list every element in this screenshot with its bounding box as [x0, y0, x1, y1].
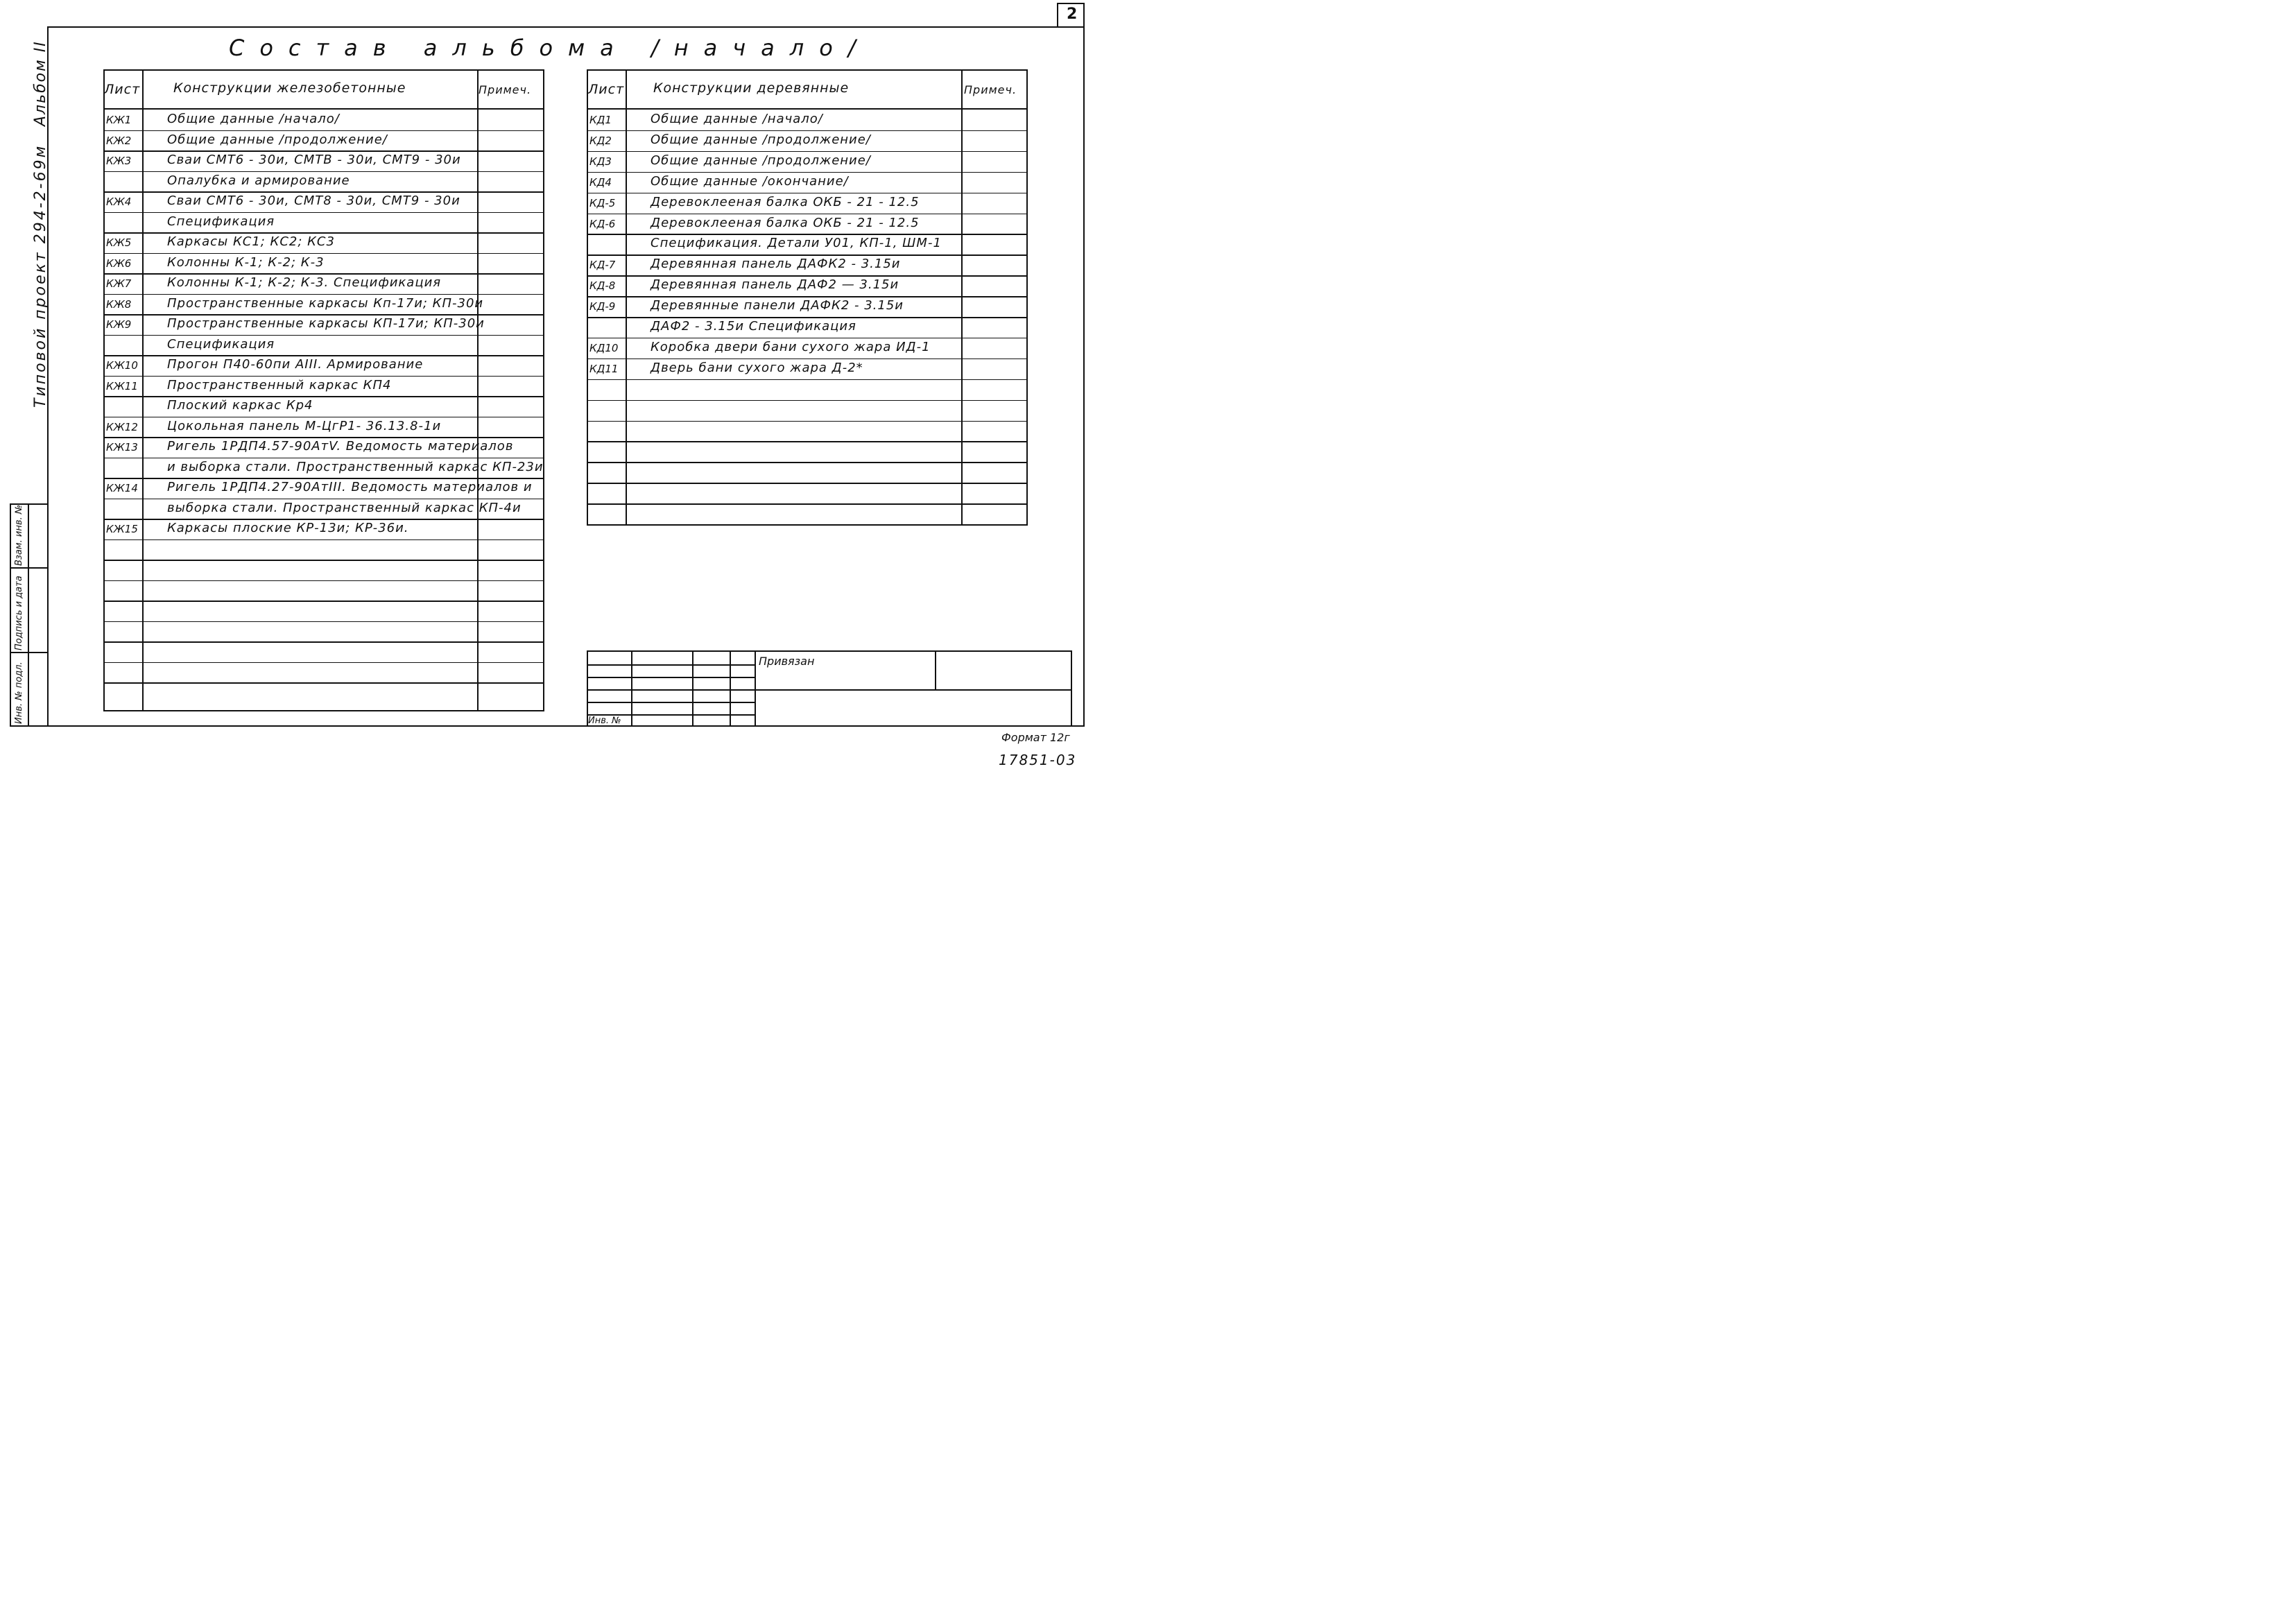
frame-left-strip-mid: [28, 503, 29, 727]
stamp-vzam: Взам. инв. №: [14, 504, 24, 566]
stamp-row-3: [587, 689, 1072, 691]
right-table-row-code: КД2: [589, 134, 612, 147]
right-table-row-line: [587, 462, 1028, 463]
right-table-row-line: [587, 234, 1028, 235]
right-table-row-line: [587, 338, 1028, 339]
left-table-row-line: [103, 682, 544, 684]
page-title: Состав альбома /начало/: [229, 35, 871, 61]
left-table-row-text: и выборка стали. Пространственный каркас КП-23и: [167, 459, 544, 474]
right-table-row-line: [587, 359, 1028, 360]
right-table-row-line: [587, 421, 1028, 422]
sheet-number: 2: [1067, 6, 1078, 23]
left-table-row-code: КЖ15: [106, 523, 138, 535]
left-table-row-code: КЖ2: [106, 134, 132, 147]
stamp-row-2: [587, 677, 755, 678]
stamp-privyazan: Привязан: [759, 655, 815, 668]
left-table-row-text: Сваи СМТ6 - 30и, СМТВ - 30и, СМТ9 - 30и: [167, 153, 461, 167]
right-table-row-text: Деревянная панель ДАФК2 - 3.15и: [651, 257, 901, 272]
left-table-row-line: [103, 273, 544, 275]
left-table-row-line: [103, 539, 544, 541]
left-table-col1: [142, 69, 144, 711]
frame-left-strip-line: [10, 503, 11, 727]
stamp-col-e: [935, 650, 936, 691]
left-table-row-line: [103, 355, 544, 356]
left-table-row-line: [103, 335, 544, 336]
right-table-row-line: [587, 379, 1028, 381]
left-table-row-text: Пространственные каркасы КП-17и; КП-30и: [167, 316, 485, 331]
left-table-row-line: [103, 662, 544, 664]
left-header-name: Конструкции железобетонные: [173, 80, 406, 96]
left-table-row-text: Каркасы КС1; КС2; КС3: [167, 234, 335, 249]
left-table-row-line: [103, 458, 544, 459]
right-table-row-line: [587, 275, 1028, 277]
right-table-row-line: [587, 172, 1028, 173]
left-table-row-code: КЖ3: [106, 155, 132, 167]
left-table-row-code: КЖ13: [106, 441, 138, 453]
left-table-row-code: КЖ10: [106, 359, 138, 372]
left-table-row-code: КЖ4: [106, 196, 132, 208]
right-table-row-code: КД-9: [589, 300, 616, 313]
right-header-name: Конструкции деревянные: [653, 80, 850, 96]
left-table-row-code: КЖ12: [106, 420, 138, 433]
left-table-col2: [477, 69, 479, 711]
left-table-row-line: [103, 171, 544, 173]
right-table-row-text: Общие данные /окончание/: [651, 173, 849, 189]
right-table-row-text: Дверь бани сухого жара Д-2*: [651, 360, 863, 375]
frame-left-strip-bottom: [10, 725, 49, 727]
left-header-note: Примеч.: [479, 83, 532, 96]
left-table-row-line: [103, 253, 544, 254]
right-table-row-line: [587, 483, 1028, 484]
format-label: Формат 12г: [1001, 731, 1070, 744]
left-table-row-code: КЖ14: [106, 482, 138, 494]
right-table-row-code: КД4: [589, 175, 612, 189]
side-album-text: Альбом II: [32, 40, 49, 126]
left-table-row-text: Ригель 1РДП4.27-90АтIII. Ведомость материалов и: [167, 480, 533, 494]
frame-left-strip-div1: [10, 567, 49, 569]
left-table-row-code: КЖ1: [106, 114, 132, 126]
left-table-row-line: [103, 376, 544, 377]
left-table-row-line: [103, 478, 544, 479]
right-table-row-text: Общие данные /продолжение/: [651, 153, 871, 168]
left-table-row-line: [103, 294, 544, 295]
left-table-row-text: Сваи СМТ6 - 30и, СМТ8 - 30и, СМТ9 - 30и: [167, 193, 460, 208]
left-table-row-line: [103, 437, 544, 438]
left-table-row-code: КЖ8: [106, 297, 132, 311]
left-table-row-code: КЖ11: [106, 379, 138, 392]
left-table-row-code: КЖ5: [106, 236, 132, 249]
right-table-row-code: КД10: [589, 341, 619, 354]
right-table-row-line: [587, 400, 1028, 401]
left-table-row-line: [103, 191, 544, 193]
right-table-row-code: КД1: [589, 114, 612, 126]
stamp-podpis: Подпись и дата: [14, 576, 24, 650]
left-table-row-text: Пространственный каркас КП4: [167, 377, 392, 392]
right-table-row-code: КД-5: [589, 196, 616, 209]
left-table-row-line: [103, 560, 544, 561]
right-table-row-text: Коробка двери бани сухого жара ИД-1: [651, 339, 931, 354]
right-table-row-text: Спецификация. Детали У01, КП-1, ШМ-1: [651, 236, 942, 251]
left-table-header-line: [103, 108, 544, 110]
right-table-row-line: [587, 254, 1028, 256]
left-table-row-line: [103, 232, 544, 234]
right-table-row-line: [587, 193, 1028, 194]
left-table-row-line: [103, 641, 544, 643]
left-table-row-text: Пространственные каркасы Кп-17и; КП-30и: [167, 295, 484, 311]
right-header-note: Примеч.: [964, 83, 1017, 96]
left-table-row-line: [103, 150, 544, 152]
right-table-row-line: [587, 524, 1028, 526]
side-project-text: Типовой проект 294-2-69м: [32, 144, 49, 408]
right-table-row-line: [587, 130, 1028, 132]
right-table-row-text: Общие данные /начало/: [651, 112, 823, 126]
right-table-row-code: КД-6: [589, 217, 616, 230]
right-table-row-code: КД-8: [589, 279, 616, 293]
left-table-row-text: Колонны К-1; К-2; К-3: [167, 254, 325, 270]
left-table-row-line: [103, 130, 544, 132]
left-table-row-line: [103, 396, 544, 397]
left-table-row-text: Колонны К-1; К-2; К-3. Спецификация: [167, 275, 442, 290]
stamp-row-1: [587, 664, 755, 666]
left-table-row-line: [103, 212, 544, 214]
left-table-row-text: Ригель 1РДП4.57-90АтV. Ведомость материалов: [167, 439, 514, 453]
left-header-sheet: Лист: [104, 82, 141, 97]
left-table-row-line: [103, 580, 544, 582]
left-table-row-line: [103, 621, 544, 623]
left-table-row-line: [103, 417, 544, 418]
right-table-row-code: КД3: [589, 155, 612, 168]
right-table-row-line: [587, 296, 1028, 297]
left-table-row-text: выборка стали. Пространственный каркас КП-4и: [167, 500, 522, 515]
right-header-sheet: Лист: [588, 82, 625, 97]
stamp-col-d: [755, 650, 756, 727]
right-table-header-line: [587, 108, 1028, 110]
stamp-row-4: [587, 702, 755, 703]
left-table-row-text: Спецификация: [167, 214, 275, 229]
left-table-row-text: Спецификация: [167, 336, 275, 352]
right-table-row-code: КД11: [589, 362, 619, 375]
doc-number: 17851-03: [999, 752, 1077, 768]
left-table-row-text: Общие данные /продолжение/: [167, 132, 388, 147]
right-table-row-line: [587, 214, 1028, 215]
right-table-col2: [961, 69, 963, 526]
left-table-row-line: [103, 519, 544, 520]
left-table-row-text: Опалубка и армирование: [167, 173, 350, 188]
left-table-row-code: КЖ7: [106, 277, 132, 290]
left-table-row-code: КЖ6: [106, 257, 132, 270]
left-table-row-line: [103, 499, 544, 500]
left-table-row-line: [103, 601, 544, 602]
left-table-row-text: Прогон П40-60пи АIII. Армирование: [167, 357, 424, 372]
right-table-row-text: Общие данные /продолжение/: [651, 132, 871, 147]
right-table-row-line: [587, 503, 1028, 505]
right-table-row-text: Деревоклееная балка ОКБ - 21 - 12.5: [651, 194, 920, 209]
left-table-row-text: Каркасы плоские КР-13и; КР-36и.: [167, 521, 409, 535]
left-table-row-text: Цокольная панель М-ЦгР1- 36.13.8-1и: [167, 418, 442, 433]
right-table-col1: [626, 69, 627, 526]
right-table-row-code: КД-7: [589, 259, 616, 272]
right-table-row-line: [587, 151, 1028, 153]
right-table-row-text: Деревянная панель ДАФ2 — 3.15и: [651, 277, 899, 293]
left-table-row-code: КЖ9: [106, 318, 132, 331]
right-table-row-text: ДАФ2 - 3.15и Спецификация: [651, 319, 856, 334]
right-table-row-text: Деревоклееная балка ОКБ - 21 - 12.5: [651, 215, 920, 230]
frame-left-strip-div2: [10, 652, 49, 653]
left-table-row-line: [103, 314, 544, 316]
right-table-row-line: [587, 317, 1028, 318]
stamp-inv-no: Инв. №: [588, 716, 621, 726]
left-table-row-text: Общие данные /начало/: [167, 112, 340, 126]
left-table-row-text: Плоский каркас Кр4: [167, 398, 313, 413]
right-table-row-line: [587, 441, 1028, 442]
right-table-row-text: Деревянные панели ДАФК2 - 3.15и: [651, 298, 904, 313]
stamp-inv-podl: Инв. № подл.: [14, 662, 24, 724]
